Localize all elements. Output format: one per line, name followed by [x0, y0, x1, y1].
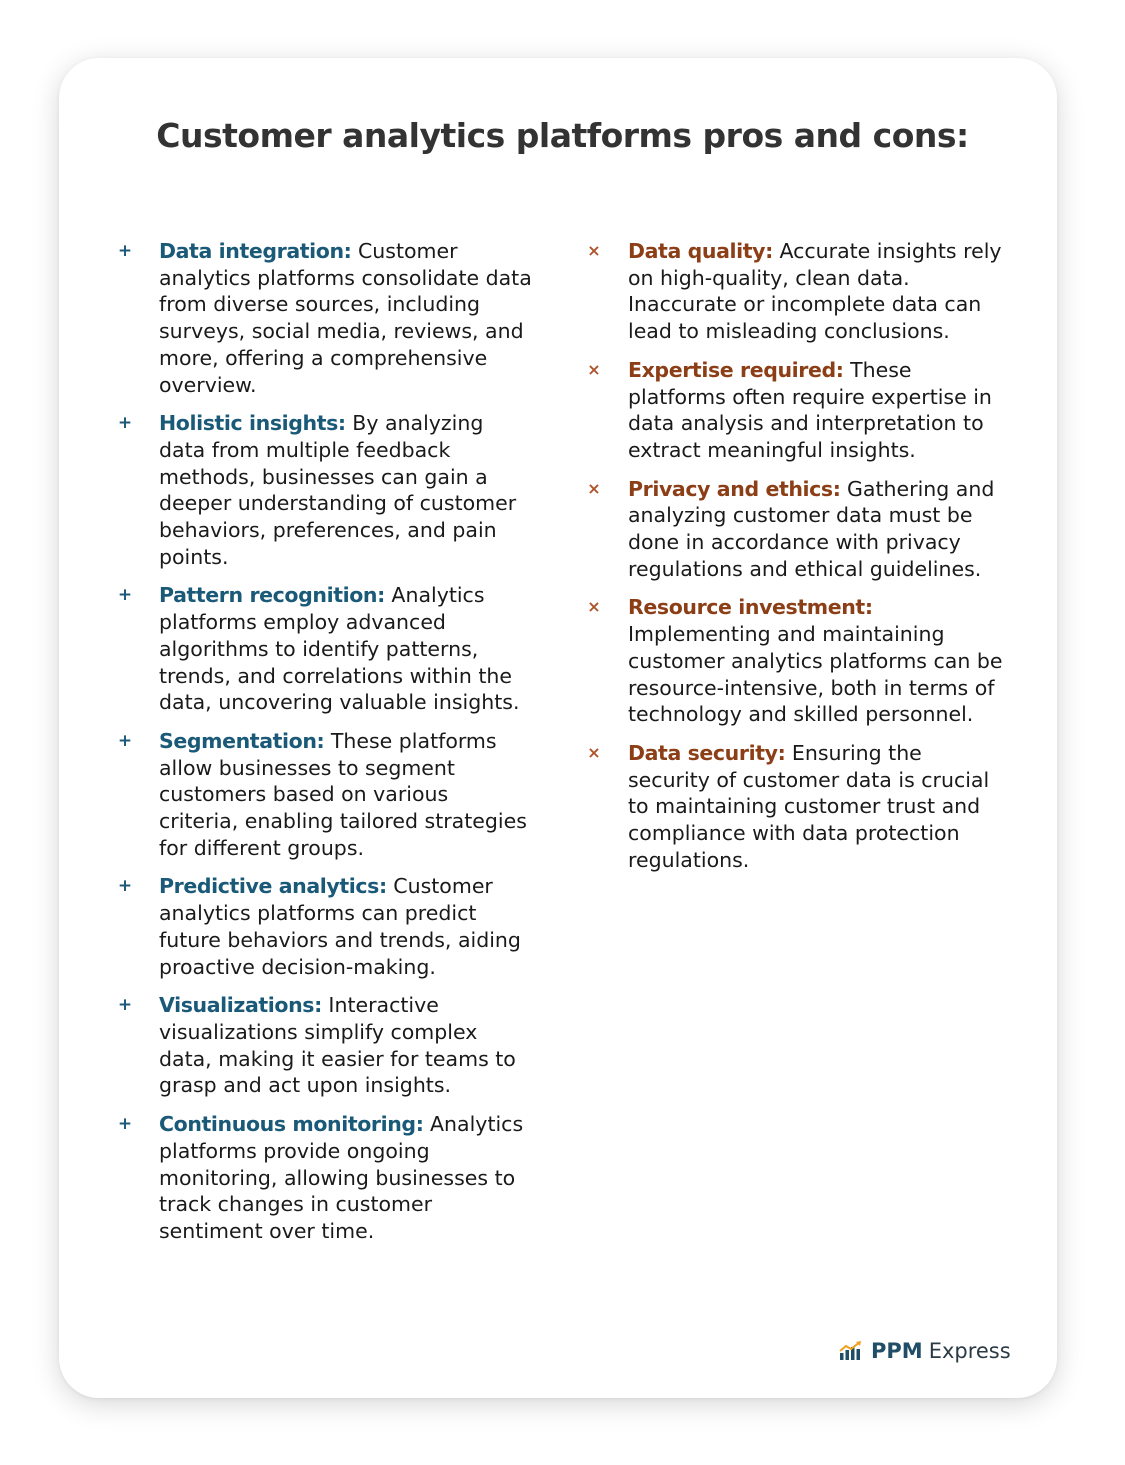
pros-item-text: Analytics platforms provide ongoing monitoring, allowing businesses to track changes in customer sentiment over time. — [159, 1112, 524, 1243]
pros-item — [113, 992, 533, 1099]
cross-icon: × — [587, 241, 601, 260]
cons-item-text: Implementing and maintaining customer analytics platforms can be resource-intensive, both in terms of technology and skilled personnel. — [628, 622, 1003, 727]
pros-item — [113, 728, 533, 862]
cons-item-text: Ensuring the security of customer data is crucial to maintaining customer trust and compliance with data protection regulations. — [628, 740, 990, 872]
logo-brand: PPM — [871, 1339, 923, 1363]
ppm-express-logo — [839, 1336, 1011, 1366]
cons-item — [582, 357, 1010, 464]
pros-item-text: These platforms allow businesses to segment customers based on various criteria, enabling tailored strategies for different groups. — [159, 728, 527, 860]
cons-list — [582, 238, 1010, 885]
bar-chart-arrow-icon — [839, 1341, 863, 1361]
cross-icon: × — [587, 359, 601, 379]
cons-item-label: Data security: — [628, 740, 786, 765]
cons-item — [582, 594, 1010, 728]
cons-item — [582, 238, 1010, 345]
cons-item-text: These platforms often require expertise in data analysis and interpretation to extract meaningful insights. — [628, 357, 992, 462]
pros-item-label: Pattern recognition: — [159, 583, 385, 608]
pros-item-label: Data integration: — [159, 239, 352, 263]
cons-item-label: Resource investment: — [628, 595, 873, 620]
cons-item-text: Accurate insights rely on high-quality, clean data. Inaccurate or incomplete data can lead to misleading conclusions. — [628, 239, 1002, 344]
pros-item — [113, 410, 533, 570]
pros-item-text: Analytics platforms employ advanced algorithms to identify patterns, trends, and correlations within the data, uncovering valuable insights. — [159, 583, 520, 715]
logo-suffix: Express — [928, 1339, 1011, 1363]
pros-item-text: Customer analytics platforms can predict future behaviors and trends, aiding proactive decision-making. — [159, 874, 521, 979]
plus-icon: + — [117, 413, 133, 434]
plus-icon: + — [117, 585, 133, 606]
pros-item-label: Segmentation: — [159, 728, 325, 753]
cons-item-label: Privacy and ethics: — [628, 476, 841, 501]
plus-icon: + — [117, 876, 133, 897]
cons-item-label: Expertise required: — [628, 357, 844, 382]
cross-icon: × — [587, 478, 601, 498]
cons-item — [582, 476, 1010, 583]
pros-item-text: Interactive visualizations simplify complex data, making it easier for teams to grasp and act upon insights. — [159, 993, 516, 1098]
pros-list — [113, 238, 533, 1257]
cons-item-label: Data quality: — [628, 239, 773, 263]
plus-icon: + — [117, 1114, 133, 1135]
pros-item-label: Holistic insights: — [159, 411, 346, 436]
plus-icon: + — [117, 241, 133, 261]
pros-item — [113, 582, 533, 716]
cons-item-text: Gathering and analyzing customer data must be done in accordance with privacy regulations and ethical guidelines. — [628, 476, 995, 581]
pros-item — [113, 238, 533, 398]
plus-icon: + — [117, 995, 133, 1016]
pros-item-text: Customer analytics platforms consolidate data from diverse sources, including surveys, social media, reviews, and more, offering a comprehensive overview. — [159, 239, 532, 397]
cross-icon: × — [587, 742, 601, 762]
pros-item — [113, 1111, 533, 1245]
cross-icon: × — [587, 597, 601, 617]
page-title: Customer analytics platforms pros and cons: — [156, 116, 969, 155]
pros-item-label: Predictive analytics: — [159, 874, 387, 899]
pros-item-text: By analyzing data from multiple feedback methods, businesses can gain a deeper understanding of customer behaviors, preferences, and pain points. — [159, 411, 517, 569]
pros-item-label: Visualizations: — [159, 993, 322, 1018]
cons-item — [582, 740, 1010, 874]
pros-item — [113, 873, 533, 980]
pros-item-label: Continuous monitoring: — [159, 1112, 424, 1137]
plus-icon: + — [117, 730, 133, 751]
